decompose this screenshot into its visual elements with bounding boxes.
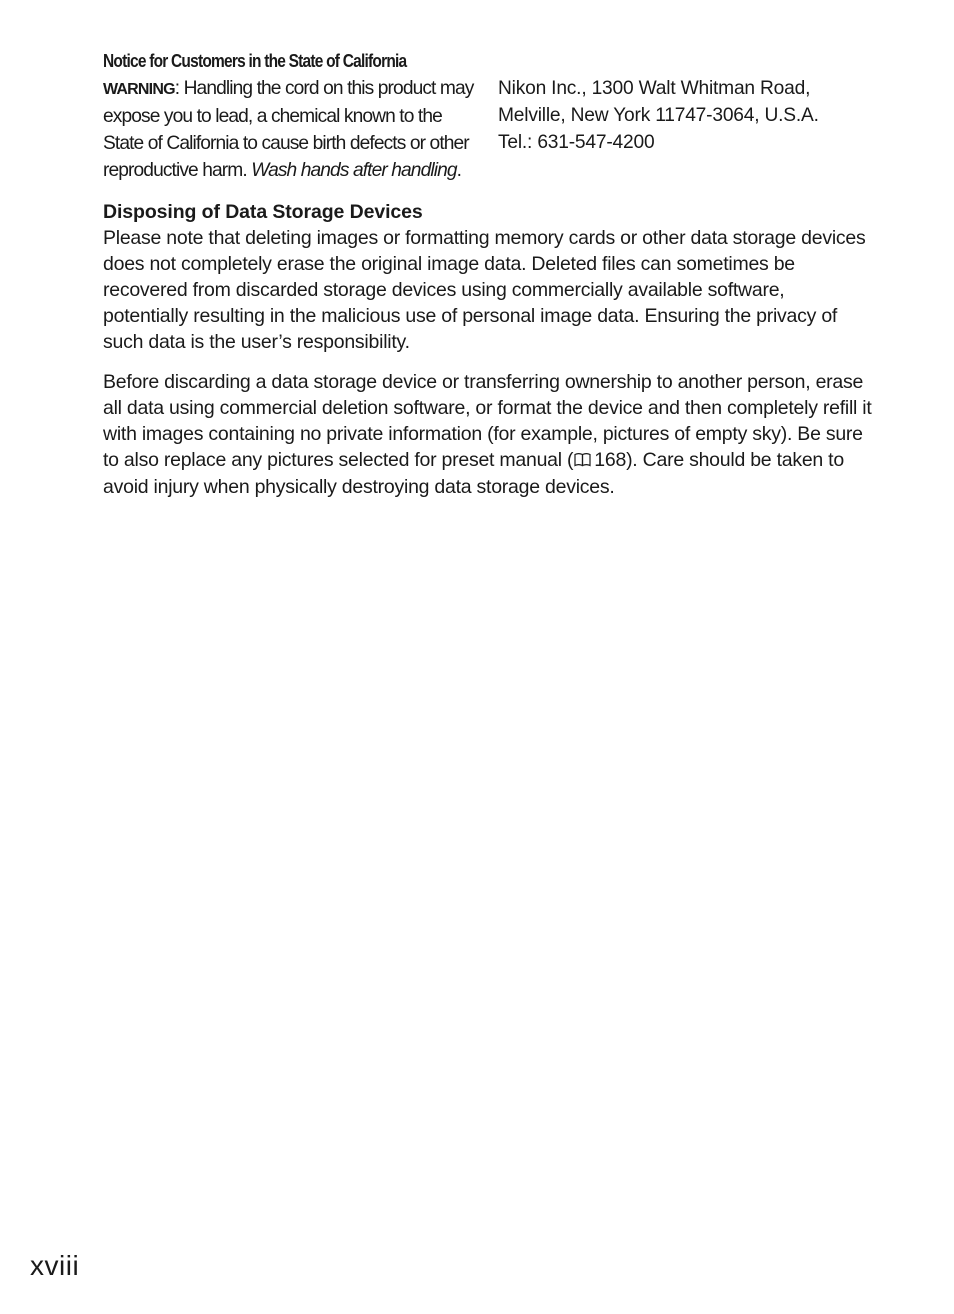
paragraph-2-text-before: Before discarding a data storage device or transferring ownership to another person, erase all data using commercial deletion software, or format the device and then completely refill it with images containing no private information (for example, pictures of empty sky). Be sure to also replace any pictures selected for preset manual ( xyxy=(103,371,872,471)
disposing-paragraph-1: Please note that deleting images or formatting memory cards or other data storage devices does not completely erase the original image data. Deleted files can sometimes be recovered from discarded storage devices using commercially available software, potentially resulting in the malicious use of personal image data. Ensuring the privacy of such data is the user’s responsibility. xyxy=(103,227,866,353)
warning-label: WARNING xyxy=(103,81,175,98)
california-notice-title: Notice for Customers in the State of California xyxy=(103,51,407,71)
page-reference-link[interactable]: 168 xyxy=(594,449,627,471)
book-icon xyxy=(574,448,591,474)
paragraph-2-text-after: ). Care should be taken to avoid injury when physically destroying data storage devices. xyxy=(103,449,844,498)
warning-italic: Wash hands after handling xyxy=(251,160,457,181)
warning-body: : Handling the cord on this product may expose you to lead, a chemical known to the State of California to cause birth defects or other reproductive harm. xyxy=(103,78,474,181)
address-line-3: Tel.: 631-547-4200 xyxy=(498,132,655,153)
disposing-paragraph-2 xyxy=(103,369,873,500)
disposing-section-title: Disposing of Data Storage Devices xyxy=(103,201,423,223)
page-content xyxy=(103,48,873,500)
nikon-address xyxy=(498,75,873,184)
california-warning-column xyxy=(103,48,481,184)
warning-end: . xyxy=(456,160,462,181)
california-notice xyxy=(103,48,873,184)
page-number: xviii xyxy=(30,1250,80,1281)
address-line-2: Melville, New York 11747-3064, U.S.A. xyxy=(498,105,819,126)
california-warning-text xyxy=(103,75,481,184)
address-line-1: Nikon Inc., 1300 Walt Whitman Road, xyxy=(498,78,811,99)
